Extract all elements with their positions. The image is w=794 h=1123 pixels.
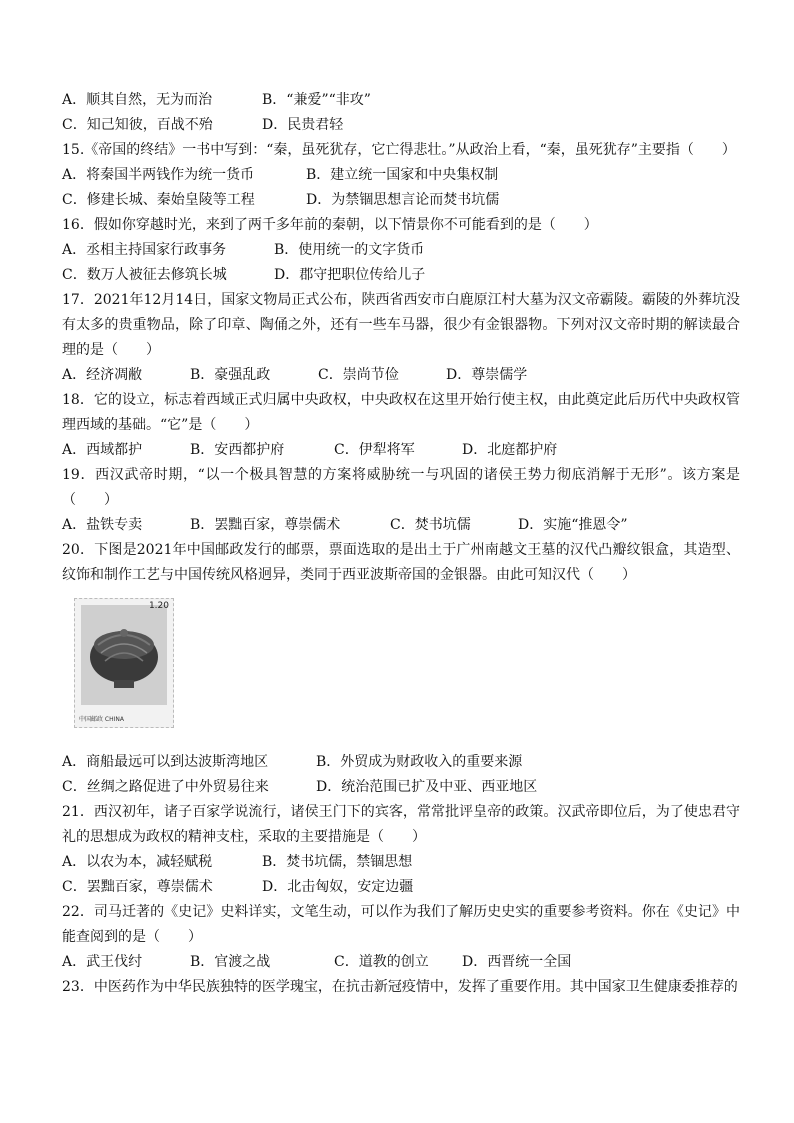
q20-options-row-2 (62, 775, 740, 800)
q18-options-row (62, 438, 740, 463)
q19-options-row (62, 513, 740, 538)
exam-page (62, 88, 740, 1000)
q18-option-b: B．安西都护府 (190, 442, 285, 458)
q18-option-c: C．伊犁将军 (334, 442, 415, 458)
q18-option-d: D．北庭都护府 (462, 442, 558, 458)
q22-stem: 22．司马迁著的《史记》史料详实，文笔生动，可以作为我们了解历史史实的重要参考资料。你在《史记》中能查阅到的是（ ） (62, 904, 740, 945)
q15-option-c: C．修建长城、秦始皇陵等工程 (62, 192, 255, 208)
q17-option-c: C．崇尚节俭 (318, 367, 399, 383)
q17-option-a: A．经济凋敝 (62, 367, 143, 383)
q17-stem: 17．2021年12月14日，国家文物局正式公布，陕西省西安市白鹿原江村大墓为汉文帝霸陵。霸陵的外葬坑没有太多的贵重物品，除了印章、陶俑之外，还有一些车马器，很少有金银器物。下列对汉文帝时期的解读最合理的是（ ） (62, 292, 740, 358)
q22-option-b: B．官渡之战 (190, 954, 271, 970)
postage-stamp-image (74, 598, 174, 728)
q15-stem: 15.《帝国的终结》一书中写到：“秦，虽死犹存，它亡得悲壮。”从政治上看，“秦，虽死犹存”主要指（ ） (62, 142, 736, 158)
q21-option-c: C．罢黜百家，尊崇儒术 (62, 879, 213, 895)
q15-options-row-1 (62, 163, 740, 188)
q22-option-d: D．西晋统一全国 (462, 954, 572, 970)
q18-stem: 18．它的设立，标志着西域正式归属中央政权，中央政权在这里开始行使主权，由此奠定此后历代中央政权管理西域的基础。“它”是（ ） (62, 392, 740, 433)
q22-option-c: C．道教的创立 (334, 954, 429, 970)
q14-options-row-1 (62, 88, 740, 113)
stamp-face-value: 1.20 (148, 601, 169, 611)
q19-option-c: C．焚书坑儒 (390, 517, 471, 533)
q16-option-d: D．郡守把职位传给儿子 (274, 267, 426, 283)
stamp-picture (81, 605, 167, 705)
q19-stem: 19．西汉武帝时期，“以一个极具智慧的方案将威胁统一与巩固的诸侯王势力彻底消解于无形”。该方案是（ ） (62, 467, 740, 508)
q16-stem: 16．假如你穿越时光，来到了两千多年前的秦朝，以下情景你不可能看到的是（ ） (62, 217, 598, 233)
q19-option-a: A．盐铁专卖 (62, 517, 143, 533)
q14-options-row-2 (62, 113, 740, 138)
q15-options-row-2 (62, 188, 740, 213)
q14-option-c: C．知己知彼，百战不殆 (62, 117, 213, 133)
q21-options-row-1 (62, 850, 740, 875)
q21-stem: 21．西汉初年，诸子百家学说流行，诸侯王门下的宾客，常常批评皇帝的政策。汉武帝即位后，为了使忠君守礼的思想成为政权的精神支柱，采取的主要措施是（ ） (62, 804, 740, 845)
q17-option-d: D．尊崇儒学 (446, 367, 528, 383)
q20-option-d: D．统治范围已扩及中亚、西亚地区 (316, 779, 538, 795)
q17-option-b: B．豪强乱政 (190, 367, 271, 383)
q21-option-b: B．焚书坑儒，禁锢思想 (262, 854, 413, 870)
q16-options-row-2 (62, 263, 740, 288)
q16-option-a: A．丞相主持国家行政事务 (62, 242, 227, 258)
silver-box-icon (81, 605, 167, 705)
q22-option-a: A．武王伐纣 (62, 954, 143, 970)
q21-option-a: A．以农为本，减轻赋税 (62, 854, 213, 870)
q16-options-row-1 (62, 238, 740, 263)
q20-stem: 20．下图是2021年中国邮政发行的邮票，票面选取的是出土于广州南越文王墓的汉代凸瓣纹银盒，其造型、纹饰和制作工艺与中国传统风格迥异，类同于西亚波斯帝国的金银器。由此可知汉代（ ） (62, 542, 740, 583)
q21-option-d: D．北击匈奴，安定边疆 (262, 879, 414, 895)
q14-option-b: B．“兼爱”“非攻” (262, 92, 371, 108)
q20-option-a: A．商船最远可以到达波斯湾地区 (62, 754, 269, 770)
q14-option-d: D．民贵君轻 (262, 117, 344, 133)
q20-option-b: B．外贸成为财政收入的重要来源 (316, 754, 523, 770)
q15-option-b: B．建立统一国家和中央集权制 (306, 167, 499, 183)
q20-options-row-1 (62, 750, 740, 775)
q22-options-row (62, 950, 740, 975)
q20-option-c: C．丝绸之路促进了中外贸易往来 (62, 779, 269, 795)
q15-option-a: A．将秦国半两钱作为统一货币 (62, 167, 255, 183)
q16-option-b: B．使用统一的文字货币 (274, 242, 425, 258)
stamp-footer-text: 中国邮政 CHINA (79, 716, 124, 723)
q14-option-a: A．顺其自然，无为而治 (62, 92, 213, 108)
q19-option-b: B．罢黜百家，尊崇儒术 (190, 517, 341, 533)
stamp-figure-area (62, 592, 740, 742)
q17-options-row (62, 363, 740, 388)
q15-option-d: D．为禁锢思想言论而焚书坑儒 (306, 192, 500, 208)
q18-option-a: A．西域都护 (62, 442, 143, 458)
q23-stem: 23．中医药作为中华民族独特的医学瑰宝，在抗击新冠疫情中，发挥了重要作用。其中国家卫生健康委推荐的 (62, 979, 738, 995)
q19-option-d: D．实施“推恩令” (518, 517, 628, 533)
q21-options-row-2 (62, 875, 740, 900)
q16-option-c: C．数万人被征去修筑长城 (62, 267, 227, 283)
